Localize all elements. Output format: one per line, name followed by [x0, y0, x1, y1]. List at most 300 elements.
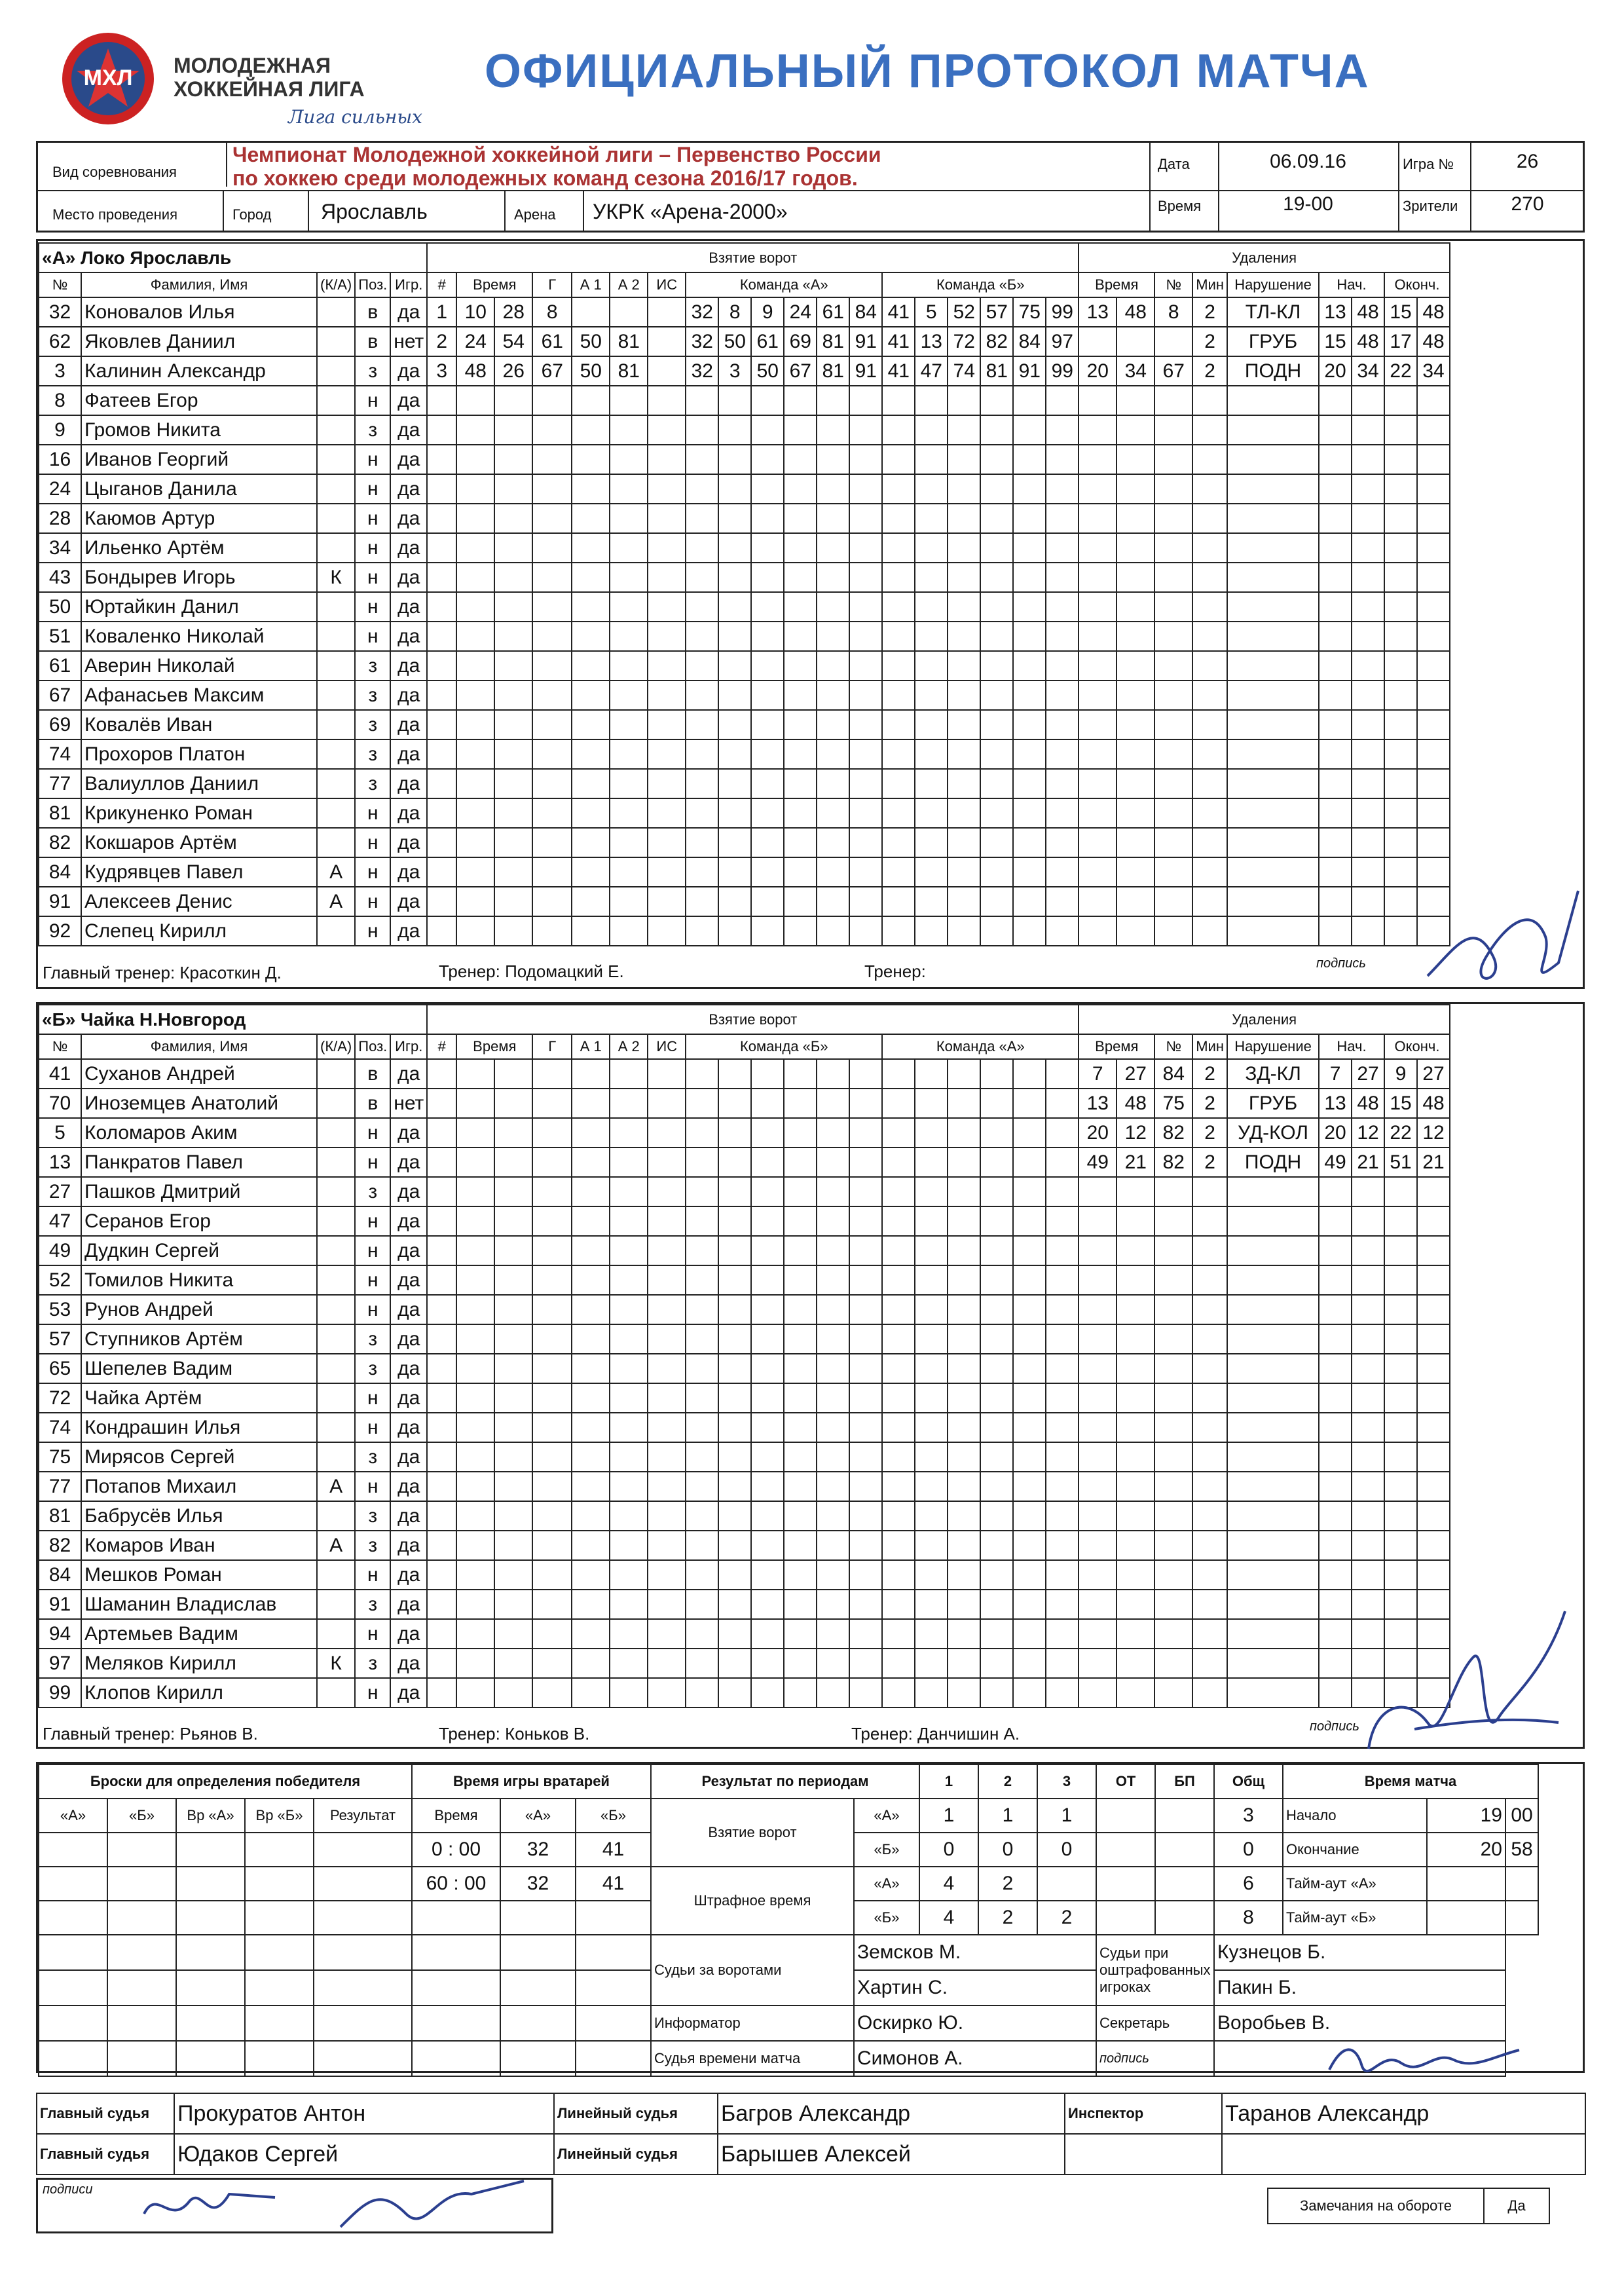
- penalty-n: [1154, 563, 1192, 592]
- col-pen-num: №: [1154, 1034, 1192, 1059]
- inspector-name: Таранов Александр: [1222, 2093, 1585, 2134]
- goal-cell: [751, 1236, 784, 1265]
- penalty-inf: [1227, 710, 1319, 739]
- goal-cell: [1046, 1413, 1079, 1442]
- goals-label: Взятие ворот: [651, 1799, 854, 1867]
- player-number: 13: [39, 1148, 81, 1177]
- penalty-ssec: 27: [1352, 1059, 1384, 1089]
- goal-cell: [1046, 1560, 1079, 1590]
- goal-cell: [572, 1236, 610, 1265]
- goal-cell: [980, 857, 1013, 887]
- goal-cell: [686, 1413, 718, 1442]
- penalty-em: 51: [1384, 1148, 1417, 1177]
- empty-cell: [245, 2006, 314, 2041]
- player-number: 74: [39, 1413, 81, 1442]
- goal-cell: [610, 1236, 648, 1265]
- goal-minute: [456, 651, 494, 681]
- goal-cell: [572, 1501, 610, 1531]
- goal-cell: [648, 592, 686, 622]
- goal-cell: [494, 1531, 532, 1560]
- player-row: [39, 739, 1450, 769]
- player-role: [317, 651, 355, 681]
- shootout-cell: [245, 1833, 314, 1867]
- player-name: Томилов Никита: [81, 1265, 317, 1295]
- player-name: Дудкин Сергей: [81, 1236, 317, 1265]
- goal-cell: [532, 916, 572, 946]
- goal-cell: [784, 1206, 817, 1236]
- goal-cell: [1046, 1118, 1079, 1148]
- goal-cell: [948, 1059, 980, 1089]
- goal-cell: [610, 1501, 648, 1531]
- player-name: Алексеев Денис: [81, 887, 317, 916]
- goal-cell: [572, 739, 610, 769]
- penalty-em: [1384, 857, 1417, 887]
- goal-cell: [817, 1531, 849, 1560]
- goal-cell: [494, 1442, 532, 1472]
- player-played: да: [390, 1324, 427, 1354]
- goal-cell: [980, 798, 1013, 828]
- goal-cell: [980, 1236, 1013, 1265]
- game-value: 26: [1516, 151, 1539, 172]
- empty-cell: [314, 2006, 412, 2041]
- goal-cell: [494, 1295, 532, 1324]
- goal-cell: [784, 1619, 817, 1649]
- goal-cell: [784, 1148, 817, 1177]
- goal-cell: [915, 1560, 948, 1590]
- penalty-n: [1154, 710, 1192, 739]
- penalty-min: [1192, 533, 1227, 563]
- col-g: Г: [532, 272, 572, 297]
- shootout-cell: [314, 1833, 412, 1867]
- goal-cell: [686, 445, 718, 474]
- goal-cell: [686, 1265, 718, 1295]
- goal-cell: [1046, 1472, 1079, 1501]
- goal-cell: [849, 887, 882, 916]
- goal-cell: [532, 1265, 572, 1295]
- penalty-ss: [1116, 1442, 1154, 1472]
- goal-cell: [1046, 415, 1079, 445]
- goal-cell: [1013, 681, 1046, 710]
- goal-cell: [980, 563, 1013, 592]
- goals-b-period: 0: [919, 1833, 978, 1867]
- penalty-judges-label: Судьи при оштрафованных игроках: [1096, 1935, 1214, 2006]
- team-a-signature: [1414, 878, 1585, 1009]
- penalty-inf: [1227, 857, 1319, 887]
- player-role: [317, 386, 355, 415]
- goal-cell: [882, 857, 915, 887]
- penalty-es: [1417, 681, 1450, 710]
- player-name: Крикуненко Роман: [81, 798, 317, 828]
- goal-cell: [948, 916, 980, 946]
- goal-cell: [532, 563, 572, 592]
- penalty-min: [1192, 1531, 1227, 1560]
- logo-abbr: МХЛ: [83, 65, 133, 90]
- goal-cell: [817, 415, 849, 445]
- goal-cell: [1046, 1531, 1079, 1560]
- player-role: [317, 1501, 355, 1531]
- player-role: [317, 474, 355, 504]
- goal-minute: [456, 1649, 494, 1678]
- goal-cell: [532, 533, 572, 563]
- penalty-em: [1384, 1560, 1417, 1590]
- penalty-es: 34: [1417, 356, 1450, 386]
- goal-number: [427, 739, 456, 769]
- goal-cell: [494, 1206, 532, 1236]
- penalty-sm: [1319, 1413, 1352, 1442]
- goal-cell: [572, 798, 610, 828]
- goal-cell: [915, 1354, 948, 1383]
- goal-cell: [751, 1265, 784, 1295]
- penalty-inf: [1227, 1472, 1319, 1501]
- linesman-label: Линейный судья: [554, 2093, 718, 2134]
- timeout-a-second: [1505, 1867, 1538, 1901]
- goal-cell: [572, 1354, 610, 1383]
- city-value: Ярославль: [321, 200, 428, 223]
- goal-cell: [494, 739, 532, 769]
- on-ice-opp: 99: [1046, 297, 1079, 327]
- goal-cell: [948, 681, 980, 710]
- player-position: з: [355, 1649, 390, 1678]
- goal-minute: [456, 563, 494, 592]
- goal-cell: [948, 474, 980, 504]
- goal-cell: [817, 1059, 849, 1089]
- penalty-min: [1192, 798, 1227, 828]
- penalty-ss: [1116, 1649, 1154, 1678]
- goal-cell: [817, 798, 849, 828]
- penalty-em: [1384, 1383, 1417, 1413]
- timeout-b-label: Тайм-аут «Б»: [1283, 1901, 1427, 1935]
- penalty-min: 2: [1192, 327, 1227, 356]
- goal-cell: [915, 1383, 948, 1413]
- goal-cell: [849, 1295, 882, 1324]
- spectators-label: Зрители: [1403, 198, 1458, 214]
- goal-cell: [751, 651, 784, 681]
- penalty-es: [1417, 739, 1450, 769]
- goal-minute: 48: [456, 356, 494, 386]
- goal-cell: [980, 622, 1013, 651]
- goal-minute: [456, 1619, 494, 1649]
- goal-cell: [784, 1265, 817, 1295]
- goal-cell: [817, 857, 849, 887]
- empty-cell: [412, 2006, 500, 2041]
- shootout-cell: [314, 1867, 412, 1901]
- goal-cell: [882, 769, 915, 798]
- goal-cell: [948, 504, 980, 533]
- player-name: Артемьев Вадим: [81, 1619, 317, 1649]
- penalty-sm: 13: [1319, 1089, 1352, 1118]
- goal-cell: [882, 533, 915, 563]
- goal-cell: [980, 474, 1013, 504]
- goal-cell: [882, 916, 915, 946]
- player-name: Меляков Кирилл: [81, 1649, 317, 1678]
- shootout-cell: [245, 1867, 314, 1901]
- goal-number: [427, 769, 456, 798]
- goals-header: Взятие ворот: [427, 243, 1079, 272]
- official-label: Судья времени матча: [651, 2041, 854, 2076]
- goal-cell: [784, 1354, 817, 1383]
- goal-cell: [1046, 1678, 1079, 1707]
- goal-cell: [1046, 1649, 1079, 1678]
- goal-cell: [1046, 1619, 1079, 1649]
- player-position: н: [355, 1295, 390, 1324]
- official-name: Симонов А.: [854, 2041, 1096, 2076]
- goal-cell: [817, 769, 849, 798]
- penalty-em: [1384, 1295, 1417, 1324]
- penalty-mm: [1079, 1531, 1116, 1560]
- goal-minute: [456, 1089, 494, 1118]
- goal-cell: [849, 592, 882, 622]
- penalty-inf: ГРУБ: [1227, 1089, 1319, 1118]
- penalty-sm: 20: [1319, 356, 1352, 386]
- goal-cell: [1013, 710, 1046, 739]
- goal-cell: [751, 474, 784, 504]
- goal-cell: [648, 1324, 686, 1354]
- goal-cell: [751, 1472, 784, 1501]
- penalty-ss: [1116, 710, 1154, 739]
- penalty-min: 2: [1192, 1148, 1227, 1177]
- goal-cell: [817, 1295, 849, 1324]
- penalty-n: 75: [1154, 1089, 1192, 1118]
- goal-cell: [817, 1619, 849, 1649]
- player-role: А: [317, 887, 355, 916]
- goal-cell: [610, 1177, 648, 1206]
- goal-cell: [1046, 1236, 1079, 1265]
- goal-cell: [718, 887, 751, 916]
- goal-cell: [882, 651, 915, 681]
- pim-a-period: [1037, 1867, 1096, 1901]
- goal-cell: [718, 1118, 751, 1148]
- player-number: 99: [39, 1678, 81, 1707]
- goal-cell: [532, 504, 572, 533]
- goal-cell: [948, 1442, 980, 1472]
- penalty-min: [1192, 1649, 1227, 1678]
- goals-a-period: [1155, 1799, 1214, 1833]
- player-row: [39, 916, 1450, 946]
- penalty-ss: [1116, 474, 1154, 504]
- penalty-min: [1192, 1619, 1227, 1649]
- goal-number: [427, 1089, 456, 1118]
- penalty-mm: [1079, 1236, 1116, 1265]
- penalties-header: Удаления: [1079, 1005, 1450, 1034]
- goal-cell: [980, 1059, 1013, 1089]
- penalty-n: [1154, 592, 1192, 622]
- goal-cell: [648, 1148, 686, 1177]
- penalty-n: [1154, 739, 1192, 769]
- goal-cell: [980, 681, 1013, 710]
- on-ice-own: 50: [751, 356, 784, 386]
- goal-cell: [915, 1619, 948, 1649]
- goal-cell: [980, 1148, 1013, 1177]
- goal-cell: [882, 504, 915, 533]
- player-row: [39, 1148, 1450, 1177]
- goal-cell: [648, 769, 686, 798]
- player-row: [39, 1590, 1450, 1619]
- penalty-ss: [1116, 1354, 1154, 1383]
- penalty-mm: [1079, 887, 1116, 916]
- penalty-es: [1417, 798, 1450, 828]
- pim-team-b: «Б»: [854, 1901, 919, 1935]
- goal-minute: [456, 592, 494, 622]
- player-position: н: [355, 504, 390, 533]
- goal-cell: [1013, 1059, 1046, 1089]
- goal-cell: [980, 1206, 1013, 1236]
- goal-cell: [948, 1089, 980, 1118]
- goal-cell: [532, 1442, 572, 1472]
- goal-cell: [1046, 769, 1079, 798]
- goal-cell: [648, 916, 686, 946]
- goal-cell: [948, 857, 980, 887]
- goal-minute: [456, 798, 494, 828]
- goal-cell: [610, 563, 648, 592]
- goal-number: [427, 887, 456, 916]
- goal-cell: [849, 1501, 882, 1531]
- on-ice-opp: 84: [1013, 327, 1046, 356]
- player-role: [317, 828, 355, 857]
- shootout-so_b: «Б»: [107, 1799, 176, 1833]
- penalty-ssec: [1352, 474, 1384, 504]
- penalty-inf: [1227, 563, 1319, 592]
- penalty-ss: [1116, 769, 1154, 798]
- goal-cell: [948, 798, 980, 828]
- player-position: н: [355, 798, 390, 828]
- player-played: да: [390, 769, 427, 798]
- player-played: да: [390, 356, 427, 386]
- player-name: Коломаров Аким: [81, 1118, 317, 1148]
- goal-number: [427, 1413, 456, 1442]
- goal-cell: [980, 769, 1013, 798]
- goal-cell: [532, 622, 572, 651]
- player-played: да: [390, 1560, 427, 1590]
- penalty-min: [1192, 857, 1227, 887]
- empty-cell: [576, 2006, 651, 2041]
- timeout-b-second: [1505, 1901, 1538, 1935]
- player-number: 53: [39, 1295, 81, 1324]
- player-row: [39, 681, 1450, 710]
- goal-cell: [849, 739, 882, 769]
- goal-cell: [784, 1236, 817, 1265]
- goals-a-period: 1: [919, 1799, 978, 1833]
- goal-number: [427, 533, 456, 563]
- penalty-n: [1154, 445, 1192, 474]
- official-name: Пакин Б.: [1214, 1970, 1505, 2006]
- penalty-em: 9: [1384, 1059, 1417, 1089]
- penalty-ssec: [1352, 1560, 1384, 1590]
- goal-cell: [849, 651, 882, 681]
- penalty-ss: [1116, 1560, 1154, 1590]
- player-name: Яковлев Даниил: [81, 327, 317, 356]
- goal-cell: [648, 1560, 686, 1590]
- player-role: [317, 798, 355, 828]
- penalty-ssec: [1352, 1531, 1384, 1560]
- goal-cell: [1046, 386, 1079, 415]
- penalty-sm: [1319, 386, 1352, 415]
- goal-a2: 81: [610, 327, 648, 356]
- penalty-n: [1154, 1619, 1192, 1649]
- goal-minute: [456, 622, 494, 651]
- goal-cell: [915, 474, 948, 504]
- penalty-es: [1417, 1501, 1450, 1531]
- penalty-sm: [1319, 1354, 1352, 1383]
- goal-cell: [817, 887, 849, 916]
- empty-cell: [412, 2041, 500, 2076]
- goal-cell: [784, 386, 817, 415]
- empty-cell: [245, 1901, 314, 1935]
- goal-cell: [817, 1649, 849, 1678]
- arena-value: УКРК «Арена-2000»: [593, 200, 788, 223]
- goal-cell: [718, 592, 751, 622]
- goal-cell: [948, 828, 980, 857]
- penalty-inf: [1227, 1442, 1319, 1472]
- player-role: [317, 1265, 355, 1295]
- goal-cell: [948, 563, 980, 592]
- col-played: Игр.: [390, 1034, 427, 1059]
- penalty-n: [1154, 769, 1192, 798]
- penalty-sm: [1319, 1295, 1352, 1324]
- goal-number: [427, 1560, 456, 1590]
- penalty-inf: [1227, 681, 1319, 710]
- goal-cell: [610, 857, 648, 887]
- player-row: [39, 356, 1450, 386]
- shootout-cell: [39, 1833, 107, 1867]
- penalty-ssec: [1352, 1383, 1384, 1413]
- goal-cell: [648, 533, 686, 563]
- penalty-min: [1192, 1590, 1227, 1619]
- goal-cell: [686, 710, 718, 739]
- goal-cell: [572, 1059, 610, 1089]
- goal-minute: [456, 1206, 494, 1236]
- goal-cell: [1046, 916, 1079, 946]
- goal-cell: [849, 1442, 882, 1472]
- goal-cell: [494, 1413, 532, 1442]
- player-role: [317, 739, 355, 769]
- goals-header: Взятие ворот: [427, 1005, 1079, 1034]
- goal-cell: [686, 592, 718, 622]
- goal-number: [427, 1590, 456, 1619]
- goal-cell: [532, 1118, 572, 1148]
- empty-cell: [576, 1970, 651, 2006]
- col-pen-inf: Нарушение: [1227, 272, 1319, 297]
- goal-cell: [494, 681, 532, 710]
- player-row: [39, 1383, 1450, 1413]
- goal-cell: [751, 1206, 784, 1236]
- goal-cell: [948, 1236, 980, 1265]
- goal-cell: [1013, 445, 1046, 474]
- goal-cell: [610, 445, 648, 474]
- empty-cell: [576, 1935, 651, 1970]
- penalty-es: [1417, 1265, 1450, 1295]
- penalty-min: [1192, 1413, 1227, 1442]
- penalty-ssec: [1352, 622, 1384, 651]
- goal-cell: [915, 386, 948, 415]
- secretary-signature: [1323, 2030, 1532, 2089]
- penalty-es: [1417, 651, 1450, 681]
- player-position: в: [355, 297, 390, 327]
- goal-cell: [718, 739, 751, 769]
- official-name: Земсков М.: [854, 1935, 1096, 1970]
- goal-cell: [1046, 887, 1079, 916]
- player-row: [39, 386, 1450, 415]
- goal-cell: [948, 1501, 980, 1531]
- goal-cell: [572, 504, 610, 533]
- referee-label: Главный судья: [37, 2134, 174, 2174]
- player-name: Кондрашин Илья: [81, 1413, 317, 1442]
- player-number: 69: [39, 710, 81, 739]
- goal-number: [427, 1295, 456, 1324]
- goal-cell: [915, 1265, 948, 1295]
- penalty-n: 67: [1154, 356, 1192, 386]
- penalty-mm: [1079, 1560, 1116, 1590]
- goal-cell: [572, 1472, 610, 1501]
